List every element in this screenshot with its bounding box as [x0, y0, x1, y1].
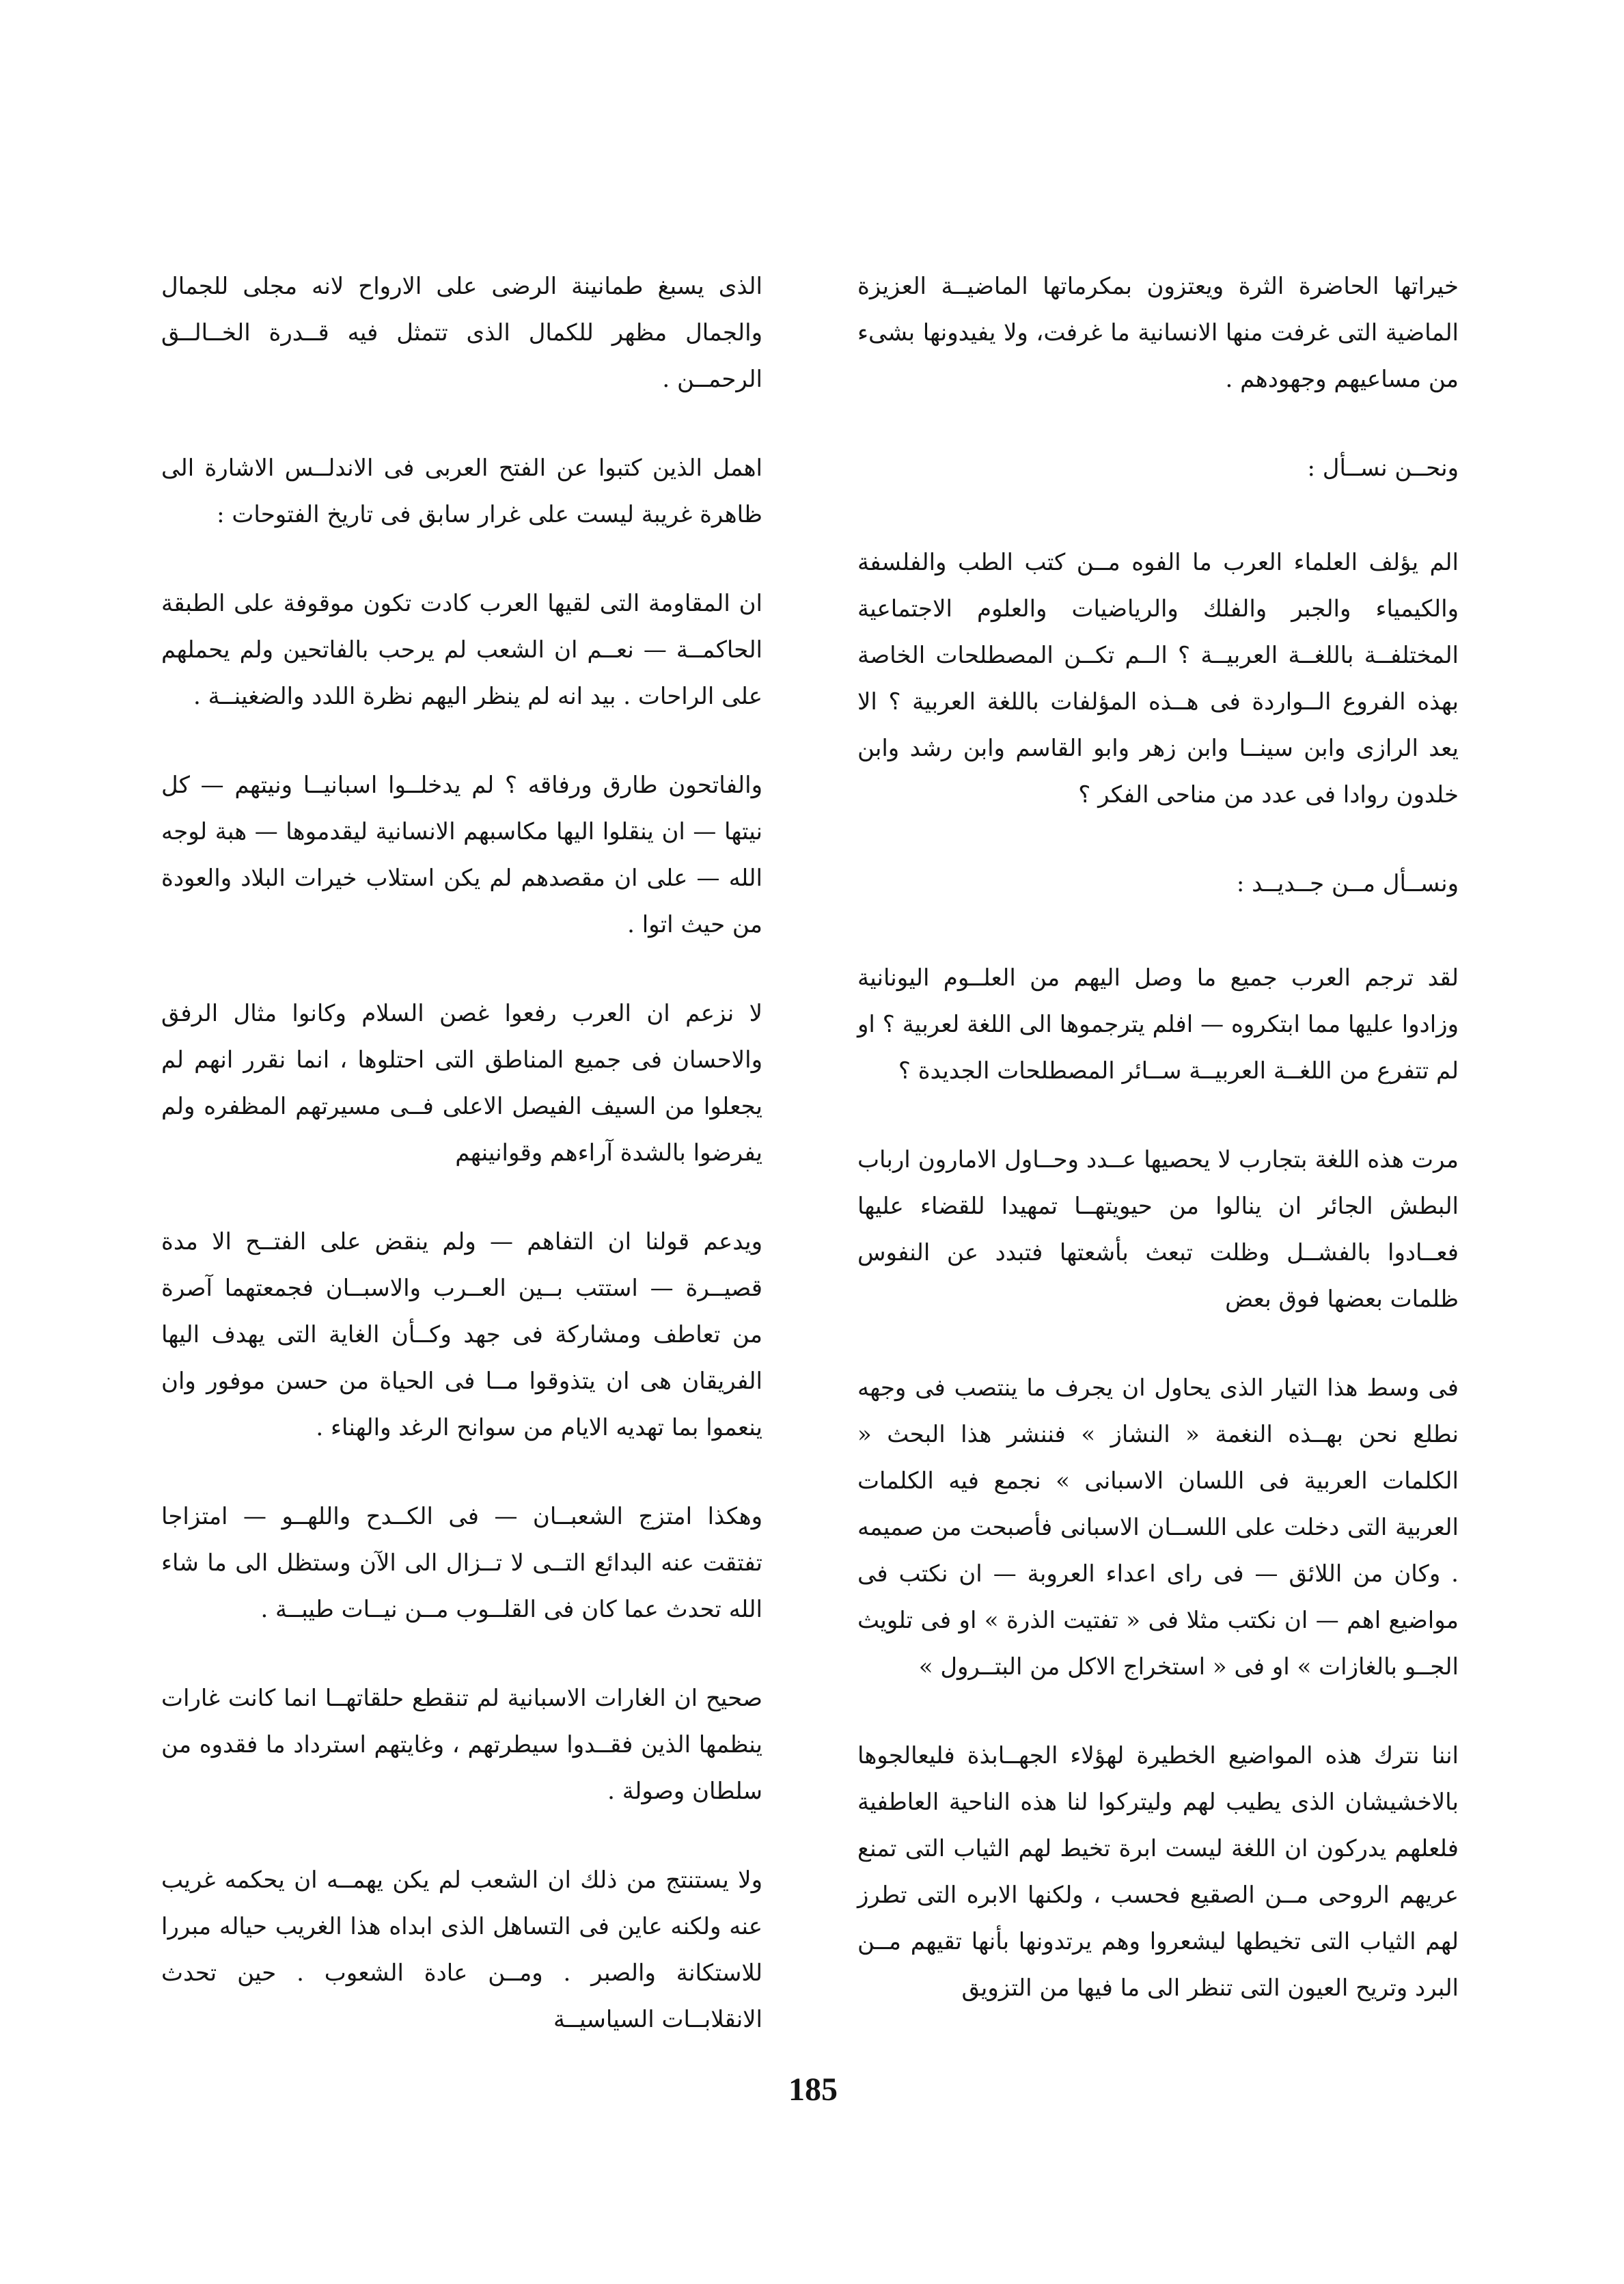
- section-subheading: ونحــن نســأل :: [1307, 454, 1459, 482]
- paragraph: خيراتها الحاضرة الثرة ويعتزون بمكرماتها الماضيــة العزيزة الماضية التى غرفت منها الانسانية ما غرفت، ولا يفيدونها بشىء من مساعيهم وجهودهم .: [857, 273, 1459, 393]
- paragraph: اننا نترك هذه المواضيع الخطيرة لهؤلاء الجهــابذة فليعالجوها بالاخشيشان الذى يطيب لهم وليتركوا لنا هذه الناحية العاطفية فلعلهم يدركون ان اللغة ليست ابرة تخيط لهم الثياب التى تمنع عريهم الروحى مــن الصقيع فحسب ، ولكنها الابره التى تطرز لهم الثياب التى تخيطها ليشعروا وهم يرتدونها بأنها تقيهم مــن البرد وتريح العيون التى تنظر الى ما فيها من التزويق: [857, 1742, 1459, 2002]
- paragraph: والفاتحون طارق ورفاقه ؟ لم يدخلــوا اسبانيــا ونيتهم — كل نيتها — ان ينقلوا اليها مكاسبهم الانسانية ليقدموها — هبة لوجه الله — على ان مقصدهم لم يكن استلاب خيرات البلاد والعودة من حيث اتوا .: [161, 772, 762, 938]
- paragraph: لقد ترجم العرب جميع ما وصل اليهم من العلــوم اليونانية وزادوا عليها مما ابتكروه — افلم يترجموها الى اللغة لعربية ؟ او لم تتفرع من اللغــة العربيــة ســائر المصطلحات الجديدة ؟: [857, 964, 1459, 1085]
- paragraph: اهمل الذين كتبوا عن الفتح العربى فى الاندلــس الاشارة الى ظاهرة غريبة ليست على غرار سابق فى تاريخ الفتوحات :: [161, 454, 762, 528]
- paragraph: فى وسط هذا التيار الذى يحاول ان يجرف ما ينتصب فى وجهه نطلع نحن بهــذه النغمة « النشاز » فننشر هذا البحث « الكلمات العربية فى اللسان الاسبانى » نجمع فيه الكلمات العربية التى دخلت على اللســان الاسبانى فأصبحت من صميمه . وكان من اللائق — فى راى اعداء العروبة — ان نكتب فى مواضيع اهم — ان نكتب مثلا فى « تفتيت الذرة » او فى تلويث الجــو بالغازات » او فى « استخراج الاكل من البتــرول »: [857, 1374, 1459, 1681]
- paragraph: صحيح ان الغارات الاسبانية لم تنقطع حلقاتهــا انما كانت غارات ينظمها الذين فقــدوا سيطرتهم ، وغايتهم استرداد ما فقدوه من سلطان وصولة .: [161, 1685, 762, 1805]
- paragraph: ان المقاومة التى لقيها العرب كادت تكون موقوفة على الطبقة الحاكمــة — نعــم ان الشعب لم يرحب بالفاتحين ولم يحملهم على الراحات . بيد انه لم ينظر اليهم نظرة اللدد والضغينــة .: [161, 590, 762, 710]
- paragraph: الذى يسبغ طمانينة الرضى على الارواح لانه مجلى للجمال والجمال مظهر للكمال الذى تتمثل فيه قــدرة الخــالــق الرحمــن .: [161, 273, 762, 393]
- section-subheading: ونســأل مــن جــديــد :: [1236, 870, 1459, 897]
- paragraph: وهكذا امتزج الشعبــان — فى الكــدح واللهــو — امتزاجا تفتقت عنه البدائع التــى لا تــزال الى الآن وستظل الى ما شاء الله تحدث عما كان فى القلــوب مــن نيــات طيبــة .: [161, 1503, 762, 1623]
- paragraph: ويدعم قولنا ان التفاهم — ولم ينقض على الفتــح الا مدة قصيــرة — استتب بــين العــرب والاسبــان فجمعتهما آصرة من تعاطف ومشاركة فى جهد وكــأن الغاية التى يهدف اليها الفريقان هى ان يتذوقوا مــا فى الحياة من حسن موفور وان ينعموا بما تهديه الايام من سوانح الرغد والهناء .: [161, 1228, 762, 1441]
- right-text-column: [857, 263, 1459, 2054]
- paragraph: ولا يستنتج من ذلك ان الشعب لم يكن يهمــه ان يحكمه غريب عنه ولكنه عاين فى التساهل الذى ابداه هذا الغريب حياله مبررا للاستكانة والصبر . ومــن عادة الشعوب . حين تحدث الانقلابــات السياسيــة: [161, 1866, 762, 2033]
- left-text-column: [161, 263, 762, 2085]
- paragraph: لا نزعم ان العرب رفعوا غصن السلام وكانوا مثال الرفق والاحسان فى جميع المناطق التى احتلوها ، انما نقرر انهم لم يجعلوا من السيف الفيصل الاعلى فــى مسيرتهم المظفره ولم يفرضوا بالشدة آراءهم وقوانينهم: [161, 1000, 762, 1167]
- paragraph: الم يؤلف العلماء العرب ما الفوه مــن كتب الطب والفلسفة والكيمياء والجبر والفلك والرياضيات والعلوم الاجتماعية المختلفــة باللغــة العربيــة ؟ الــم تكــن المصطلحات الخاصة بهذه الفروع الــواردة فى هــذه المؤلفات باللغة العربية ؟ الا يعد الرازى وابن سينــا وابن زهر وابو القاسم وابن رشد وابن خلدون روادا فى عدد من مناحى الفكر ؟: [857, 549, 1459, 808]
- page-number: 185: [788, 2071, 838, 2108]
- paragraph: مرت هذه اللغة بتجارب لا يحصيها عــدد وحــاول الامارون ارباب البطش الجائر ان ينالوا من حيويتهــا تمهيدا للقضاء عليها فعــادوا بالفشــل وظلت تبعث بأشعتها فتبدد عن النفوس ظلمات بعضها فوق بعض: [857, 1146, 1459, 1313]
